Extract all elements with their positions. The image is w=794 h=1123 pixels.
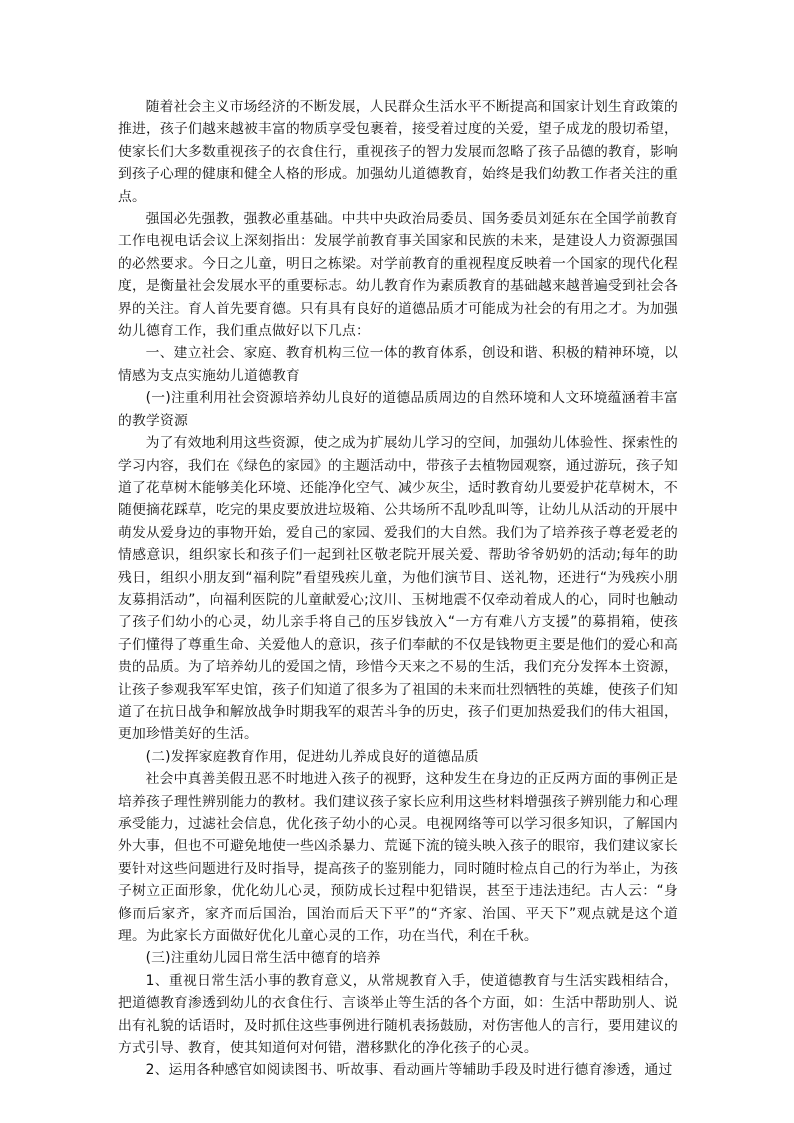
paragraph-intro: 随着社会主义市场经济的不断发展，人民群众生活水平不断提高和国家计划生育政策的推进，孩子们越来越被丰富的物质享受包裹着，接受着过度的关爱，望子成龙的殷切希望，使家长们大多数重视孩子的衣食住行，重视孩子的智力发展而忽略了孩子品德的教育，影响到孩子心理的健康和健全人格的形成。加强幼儿道德教育，始终是我们幼教工作者关注的重点。 xyxy=(118,99,678,205)
paragraph-daily-life-2: 2、运用各种感官如阅读图书、听故事、看动画片等辅助手段及时进行德育渗透，通过 xyxy=(145,1062,673,1079)
section-heading-1: 一、建立社会、家庭、教育机构三位一体的教育体系，创设和谐、积极的精神环境，以情感为支点实施幼儿道德教育 xyxy=(118,345,678,384)
subsection-heading-1: (一)注重利用社会资源培养幼儿良好的道德品质周边的自然环境和人文环境蕴涵着丰富的教学资源 xyxy=(118,390,678,429)
paragraph-social-resources: 为了有效地利用这些资源，使之成为扩展幼儿学习的空间，加强幼儿体验性、探索性的学习内容，我们在《绿色的家园》的主题活动中，带孩子去植物园观察，通过游玩，孩子知道了花草树木能够美化环境、还能净化空气、减少灰尘，适时教育幼儿要爱护花草树木，不随便摘花踩草，吃完的果皮要放进垃圾箱、公共场所不乱吵乱叫等，让幼儿从活动的开展中萌发从爱身边的事物开始，爱自己的家园、爱我们的大自然。我们为了培养孩子尊老爱老的情感意识，组织家长和孩子们一起到社区敬老院开展关爱、帮助爷爷奶奶的活动;每年的助残日，组织小朋友到“福利院”看望残疾儿童，为他们演节目、送礼物，还进行“为残疾小朋友募捐活动”，向福利医院的儿童献爱心;汶川、玉树地震不仅牵动着成人的心，同时也触动了孩子们幼小的心灵，幼儿亲手将自己的压岁钱放入“一方有难八方支援”的募捐箱，使孩子们懂得了尊重生命、关爱他人的意识，孩子们奉献的不仅是钱物更主要是他们的爱心和高贵的品质。为了培养幼儿的爱国之情，珍惜今天来之不易的生活，我们充分发挥本土资源，让孩子参观我军军史馆，孩子们知道了很多为了祖国的未来而壮烈牺牲的英雄，使孩子们知道了在抗日战争和解放战争时期我军的艰苦斗争的历史，孩子们更加热爱我们的伟大祖国，更加珍惜美好的生活。 xyxy=(118,435,678,743)
subsection-heading-3: (三)注重幼儿园日常生活中德育的培养 xyxy=(145,950,381,967)
paragraph-daily-life-1: 1、重视日常生活小事的教育意义，从常规教育入手，使道德教育与生活实践相结合，把道德教育渗透到幼儿的衣食住行、言谈举止等生活的各个方面，如：生活中帮助别人、说出有礼貌的话语时，及时抓住这些事例进行随机表扬鼓励，对伤害他人的言行，要用建议的方式引导、教育，使其知道何对何错，潜移默化的净化孩子的心灵。 xyxy=(118,972,678,1057)
subsection-heading-2: (二)发挥家庭教育作用，促进幼儿养成良好的道德品质 xyxy=(145,748,479,765)
document-body xyxy=(118,96,678,1082)
paragraph-strong-nation: 强国必先强教，强教必重基础。中共中央政治局委员、国务委员刘延东在全国学前教育工作电视电话会议上深刻指出：发展学前教育事关国家和民族的未来，是建设人力资源强国的必然要求。今日之儿童，明日之栋梁。对学前教育的重视程度反映着一个国家的现代化程度，是衡量社会发展水平的重要标志。幼儿教育作为素质教育的基础越来越普遍受到社会各界的关注。育人首先要育德。只有具有良好的道德品质才可能成为社会的有用之才。为加强幼儿德育工作，我们重点做好以下几点： xyxy=(118,211,678,340)
paragraph-family-education: 社会中真善美假丑恶不时地进入孩子的视野，这种发生在身边的正反两方面的事例正是培养孩子理性辨别能力的教材。我们建议孩子家长应利用这些材料增强孩子辨别能力和心理承受能力，过滤社会信息，优化孩子幼小的心灵。电视网络等可以学习很多知识，了解国内外大事，但也不可避免地使一些凶杀暴力、荒诞下流的镜头映入孩子的眼帘，我们建议家长要针对这些问题进行及时指导，提高孩子的鉴别能力，同时随时检点自己的行为举止，为孩子树立正面形象，优化幼儿心灵，预防成长过程中犯错误，甚至于违法违纪。古人云：“身修而后家齐，家齐而后国治，国治而后天下平”的“齐家、治国、平天下”观点就是这个道理。为此家长方面做好优化儿童心灵的工作，功在当代，利在千秋。 xyxy=(118,771,678,945)
